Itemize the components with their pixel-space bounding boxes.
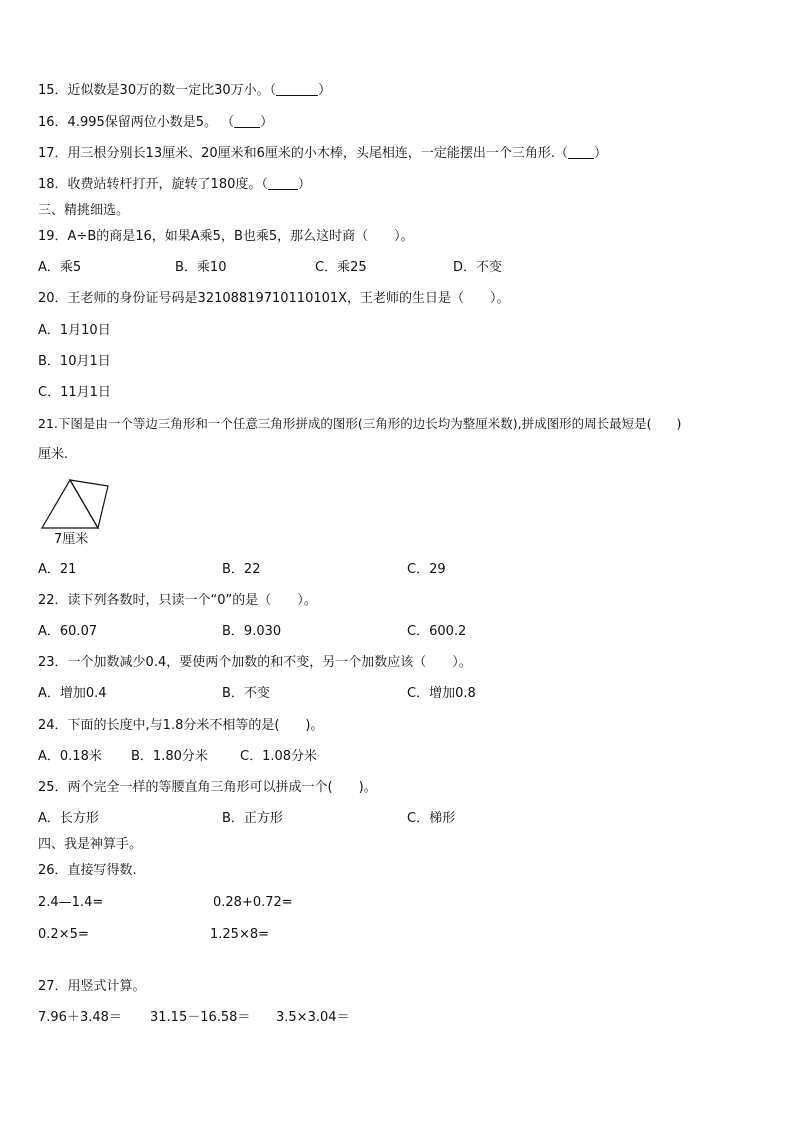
bracket-close: ） (260, 115, 274, 130)
question-24: 24．下面的长度中,与1.8分米不相等的是( )。 (38, 718, 324, 733)
answer-blank[interactable] (568, 146, 594, 159)
option-a[interactable]: A．0.18米 (38, 749, 102, 764)
bracket-close: ） (318, 83, 332, 98)
option-b[interactable]: B．不变 (222, 686, 270, 701)
answer-blank[interactable] (276, 83, 318, 96)
option-c[interactable]: C．29 (407, 562, 446, 577)
calc-item: 0.2×5= (38, 927, 89, 942)
question-number: 18． (38, 177, 68, 192)
question-15 (38, 83, 331, 99)
answer-blank[interactable] (234, 115, 260, 128)
question-21: 21.下图是由一个等边三角形和一个任意三角形拼成的图形(三角形的边长均为整厘米数),拼成图形的周长最短是( ) (38, 416, 682, 431)
option-c[interactable]: C．1.08分米 (240, 749, 318, 764)
section-heading-3: 三、精挑细选。 (38, 203, 130, 218)
question-17 (38, 146, 607, 162)
calc-item: 1.25×8= (210, 927, 270, 942)
question-number: 15． (38, 83, 68, 98)
question-text: 收费站转杆打开，旋转了180度。（ (67, 177, 268, 192)
question-19: 19．A÷B的商是16，如果A乘5，B也乘5，那么这时商（ ）。 (38, 229, 414, 244)
option-c[interactable]: C．增加0.8 (407, 686, 476, 701)
option-a[interactable]: A．增加0.4 (38, 686, 107, 701)
equilateral-triangle (42, 480, 98, 528)
option-d[interactable]: D．不变 (453, 260, 503, 275)
question-number: 17． (38, 146, 68, 161)
option-b[interactable]: B．22 (222, 562, 261, 577)
option-b[interactable]: B．正方形 (222, 811, 283, 826)
question-20: 20．王老师的身份证号码是32108819710110101X，王老师的生日是（ ）。 (38, 291, 510, 306)
question-text: 近似数是30万的数一定比30万小。（ (67, 83, 277, 98)
option-c[interactable]: C．乘25 (315, 260, 367, 275)
question-text: 用三根分别长13厘米、20厘米和6厘米的小木棒，头尾相连，一定能摆出一个三角形.（ (67, 146, 569, 161)
triangle-figure (36, 474, 116, 548)
arbitrary-triangle (70, 480, 108, 528)
option-b[interactable]: B．9.030 (222, 624, 282, 639)
question-25: 25．两个完全一样的等腰直角三角形可以拼成一个( )。 (38, 780, 377, 795)
option-c[interactable]: C．梯形 (407, 811, 456, 826)
side-length-label: 7厘米 (54, 532, 89, 547)
question-16 (38, 115, 273, 131)
option-a[interactable]: A．1月10日 (38, 323, 111, 338)
option-a[interactable]: A．长方形 (38, 811, 99, 826)
option-a[interactable]: A．21 (38, 562, 77, 577)
option-a[interactable]: A．60.07 (38, 624, 98, 639)
option-b[interactable]: B．乘10 (175, 260, 227, 275)
question-27: 27．用竖式计算。 (38, 979, 146, 994)
calc-item: 3.5×3.04＝ (276, 1010, 350, 1025)
option-b[interactable]: B．10月1日 (38, 354, 111, 369)
question-18 (38, 177, 311, 193)
question-21-continued: 厘米. (38, 447, 69, 462)
calc-item: 7.96＋3.48＝ (38, 1010, 122, 1025)
question-23: 23．一个加数减少0.4，要使两个加数的和不变，另一个加数应该（ ）。 (38, 655, 472, 670)
question-number: 16． (38, 115, 68, 130)
option-c[interactable]: C．11月1日 (38, 385, 111, 400)
calc-item: 2.4—1.4= (38, 895, 104, 910)
calc-item: 0.28+0.72= (213, 895, 293, 910)
section-heading-4: 四、我是神算手。 (38, 837, 143, 852)
question-text: 4.995保留两位小数是5。 （ (67, 115, 235, 130)
bracket-close: ） (594, 146, 608, 161)
option-a[interactable]: A．乘5 (38, 260, 82, 275)
question-22: 22．读下列各数时，只读一个“0”的是（ ）。 (38, 593, 317, 608)
option-b[interactable]: B．1.80分米 (131, 749, 208, 764)
answer-blank[interactable] (268, 177, 298, 190)
question-26: 26．直接写得数. (38, 863, 137, 878)
calc-item: 31.15－16.58＝ (150, 1010, 251, 1025)
option-c[interactable]: C．600.2 (407, 624, 467, 639)
bracket-close: ） (297, 177, 311, 192)
